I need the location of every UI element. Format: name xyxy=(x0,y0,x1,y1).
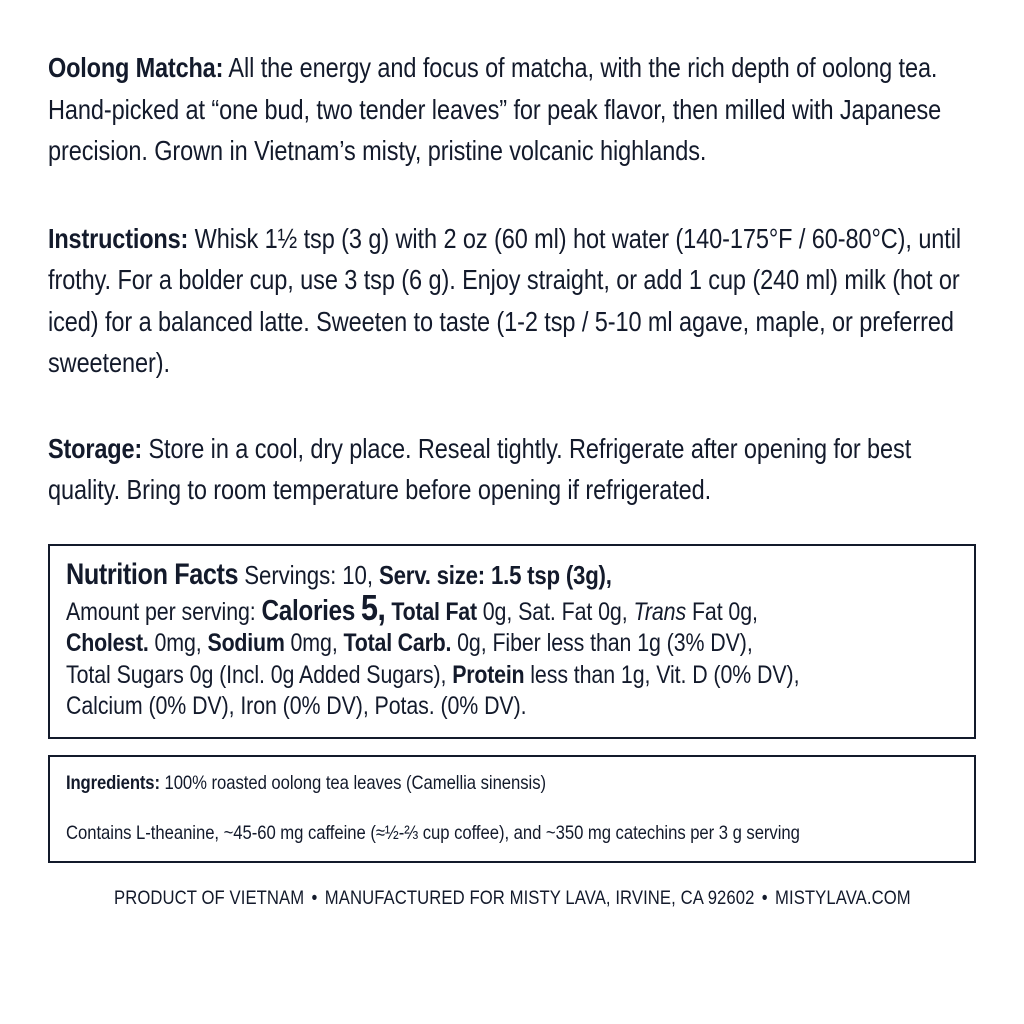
saturated-fat-value: Sat. Fat 0g, xyxy=(518,597,628,626)
servings-value: Servings: 10, xyxy=(244,559,373,590)
storage-body-text: Store in a cool, dry place. Reseal tightly. Refrigerate after opening for best quality. Bring to room temperature before opening if refrigerated. xyxy=(48,432,912,505)
ingredients-panel xyxy=(48,755,976,863)
amount-per-serving-label: Amount per serving: xyxy=(66,597,256,626)
nutrition-row-cholesterol xyxy=(66,628,958,660)
protein-value: less than 1g, xyxy=(530,660,651,689)
calories-label: Calories xyxy=(261,594,355,627)
ingredients-lead-label: Ingredients: xyxy=(66,771,160,794)
storage-lead-label: Storage: xyxy=(48,432,143,464)
ingredients-row xyxy=(66,770,958,796)
footer-manufacturer-text: MANUFACTURED FOR MISTY LAVA, IRVINE, CA 92602 xyxy=(324,886,755,909)
total-fat-label: Total Fat xyxy=(391,597,477,626)
trans-fat-italic-label: Trans xyxy=(633,597,687,626)
calories-value: 5, xyxy=(360,586,386,628)
description-paragraph xyxy=(48,0,976,172)
footer-separator-bullet-2: • xyxy=(761,886,768,909)
footer-origin-text: PRODUCT OF VIETNAM xyxy=(113,886,304,909)
nutrition-row-sugars xyxy=(66,660,958,692)
total-carb-label: Total Carb. xyxy=(343,629,452,657)
nutrition-header-row xyxy=(66,558,958,592)
instructions-paragraph xyxy=(48,172,976,384)
nutrition-row-calories xyxy=(66,586,958,629)
contains-row xyxy=(66,820,958,846)
description-body-text: All the energy and focus of matcha, with the rich depth of oolong tea. Hand-picked at “one bud, two tender leaves” for peak flavor, then milled with Japanese precision. Grown in Vietnam’s misty, pristine volcanic highlands. xyxy=(48,52,942,166)
nutrition-facts-panel xyxy=(48,544,976,739)
ingredients-body-text: 100% roasted oolong tea leaves (Camellia sinensis) xyxy=(164,771,547,794)
total-fat-value: 0g, xyxy=(482,597,513,626)
cholesterol-value: 0mg, xyxy=(154,629,202,657)
fiber-value: Fiber less than 1g (3% DV), xyxy=(492,629,753,657)
sodium-value: 0mg, xyxy=(290,629,338,657)
contains-text: Contains L-theanine, ~45-60 mg caffeine (≈½-⅔ cup coffee), and ~350 mg catechins per 3 g serving xyxy=(66,821,800,844)
instructions-body-text: Whisk 1½ tsp (3 g) with 2 oz (60 ml) hot water (140-175°F / 60-80°C), until frothy. For a bolder cup, use 3 tsp (6 g). Enjoy straight, or add 1 cup (240 ml) milk (hot or iced) for a balanced latte. Sweeten to taste (1-2 tsp / 5-10 ml agave, maple, or preferred sweetener). xyxy=(48,222,962,378)
trans-fat-value: Fat 0g, xyxy=(691,597,758,626)
total-carb-value: 0g, xyxy=(457,629,487,657)
nutrition-facts-title: Nutrition Facts xyxy=(66,557,239,591)
description-lead-label: Oolong Matcha: xyxy=(48,52,224,83)
protein-label: Protein xyxy=(452,660,525,689)
sodium-label: Sodium xyxy=(207,629,285,657)
vitamin-d-value: Vit. D (0% DV), xyxy=(656,660,800,689)
footer-separator-bullet: • xyxy=(311,886,318,909)
minerals-value: Calcium (0% DV), Iron (0% DV), Potas. (0% DV). xyxy=(66,692,527,720)
footer-origin-line xyxy=(48,885,976,911)
footer-website-text: MISTYLAVA.COM xyxy=(774,886,911,909)
cholesterol-label: Cholest. xyxy=(66,629,149,657)
nutrition-row-minerals xyxy=(66,691,958,723)
instructions-lead-label: Instructions: xyxy=(48,222,189,254)
storage-paragraph xyxy=(48,384,976,511)
serving-size-value: Serv. size: 1.5 tsp (3g), xyxy=(379,559,612,590)
total-sugars-value: Total Sugars 0g (Incl. 0g Added Sugars), xyxy=(66,660,447,689)
